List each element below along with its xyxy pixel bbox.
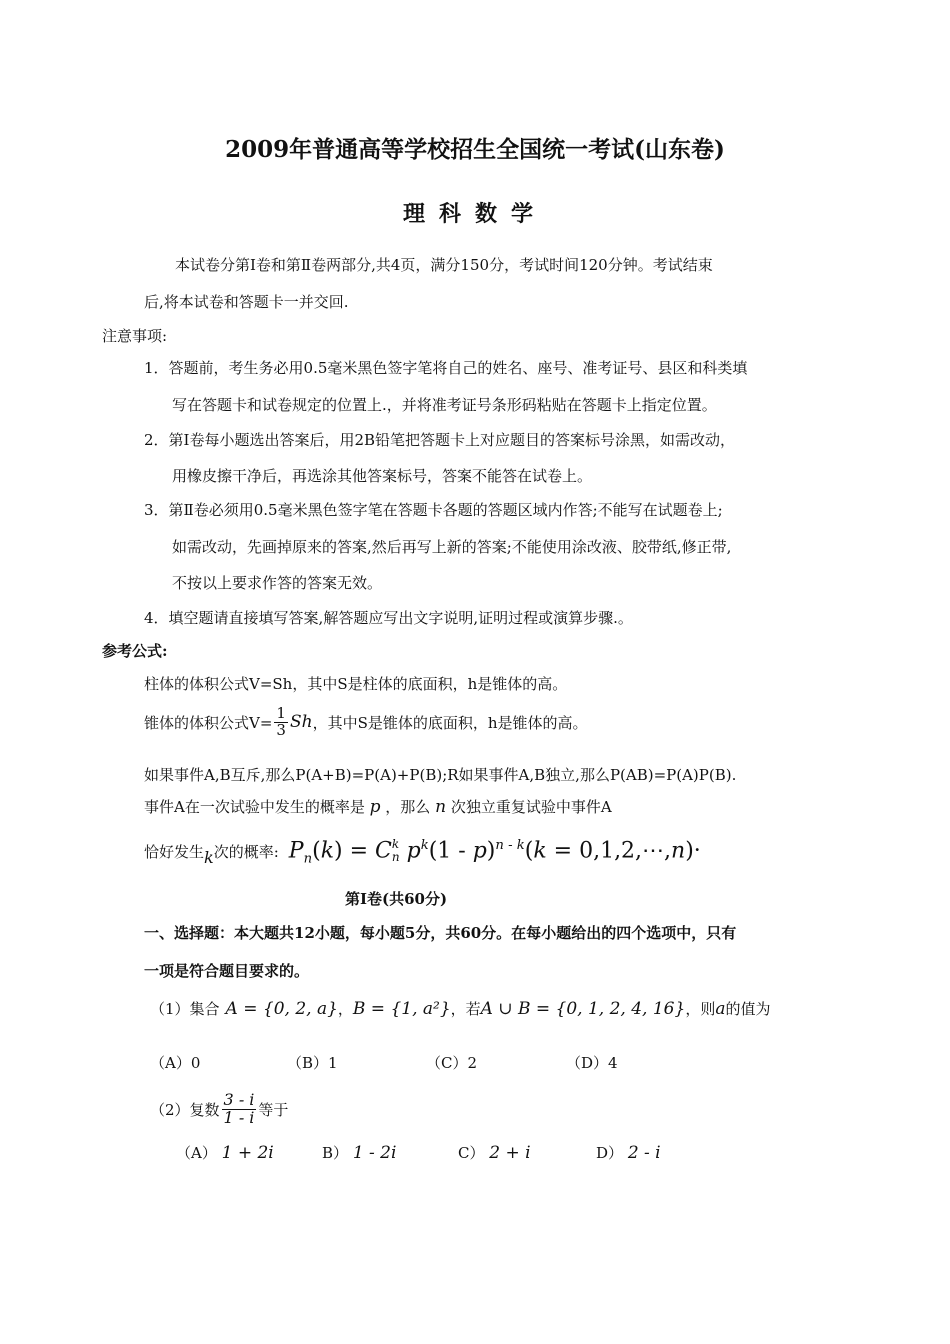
page-title: 2009年普通高等学校招生全国统一考试(山东卷) <box>225 136 725 163</box>
formula-cone <box>144 706 588 739</box>
binom-text-c: 次独立重复试验中事件A <box>450 798 612 816</box>
note-1-line-1: 1．答题前，考生务必用0.5毫米黑色签字笔将自己的姓名、座号、准考证号、县区和科类填 <box>144 359 748 377</box>
q1-option-c[interactable]: （C）2 <box>426 1054 478 1072</box>
section-instructions-2: 一项是符合题目要求的。 <box>144 962 310 980</box>
q1-option-b[interactable]: （B）1 <box>287 1054 338 1072</box>
q2-option-d-label: D） <box>596 1144 624 1162</box>
intro-line-2: 后,将本试卷和答题卡一并交回. <box>144 293 349 311</box>
binomial-formula: $P_n(k) = C$ k n $p^k(1 - p)^{n - k}(k$ = 0,1,2,⋯,n)· <box>288 837 701 867</box>
note-1-line-2: 写在答题卡和试卷规定的位置上.，并将准考证号条形码粘贴在答题卡上指定位置。 <box>172 396 717 414</box>
binom2-text-b: 次的概率: <box>213 843 279 862</box>
q2-option-a-expr: 1 + 2i <box>221 1143 274 1163</box>
section-title: 第Ⅰ卷(共60分) <box>345 890 448 908</box>
question-2 <box>150 1092 288 1127</box>
note-2-line-1: 2．第Ⅰ卷每小题选出答案后，用2B铅笔把答题卡上对应题目的答案标号涂黑，如需改动， <box>144 431 736 449</box>
formula-cone-variable: Sh <box>289 712 313 733</box>
q1-option-d[interactable]: （D）4 <box>566 1054 618 1072</box>
binom-var-n: n <box>435 797 447 817</box>
binom-var-p: p <box>369 797 381 817</box>
q2-denominator: 1 - i <box>223 1107 255 1127</box>
q2-option-a-label: （A） <box>176 1144 217 1162</box>
q2-numerator: 3 - i <box>223 1090 255 1109</box>
q1-set-b: B = {1, a²} <box>352 998 451 1019</box>
q2-fraction <box>222 1092 257 1127</box>
page-subtitle: 理科数学 <box>402 201 547 227</box>
q2-option-c-expr: 2 + i <box>489 1143 531 1163</box>
intro-line-1: 本试卷分第Ⅰ卷和第Ⅱ卷两部分,共4页，满分150分，考试时间120分钟。考试结束 <box>175 256 713 274</box>
note-2-line-2: 用橡皮擦干净后，再选涂其他答案标号，答案不能答在试卷上。 <box>172 467 593 485</box>
formulas-heading: 参考公式: <box>102 642 168 660</box>
q2-option-d-expr: 2 - i <box>627 1143 661 1163</box>
note-3-line-3: 不按以上要求作答的答案无效。 <box>172 574 383 592</box>
formula-cone-denominator: 3 <box>276 720 286 739</box>
note-3-line-2: 如需改动，先画掉原来的答案,然后再写上新的答案;不能使用涂改液、胶带纸,修正带, <box>172 538 732 556</box>
q2-suffix: 等于 <box>258 1100 289 1119</box>
formula-cone-prefix: 锥体的体积公式V= <box>144 713 273 732</box>
binom2-var-k: k <box>204 848 214 868</box>
formula-cone-suffix: ，其中S是锥体的底面积，h是锥体的高。 <box>312 713 588 732</box>
binom-text-b: ，那么 <box>385 798 431 816</box>
q1-option-a[interactable]: （A）0 <box>150 1054 201 1072</box>
q1-var-a: a <box>715 998 726 1019</box>
q1-sep-3: ，则 <box>685 1000 716 1018</box>
q1-suffix: 的值为 <box>725 1000 771 1018</box>
note-4-line-1: 4．填空题请直接填写答案,解答题应写出文字说明,证明过程或演算步骤.。 <box>144 609 633 627</box>
formula-prism: 柱体的体积公式V=Sh，其中S是柱体的底面积，h是锥体的高。 <box>144 675 568 693</box>
q2-option-d[interactable] <box>596 1142 661 1163</box>
formula-binomial-line-2 <box>144 838 701 867</box>
q1-sep-2: ，若 <box>450 1000 481 1018</box>
formula-events: 如果事件A,B互斥,那么P(A+B)=P(A)+P(B);R如果事件A,B独立,那么P(AB)=P(A)P(B). <box>144 766 737 784</box>
q1-union: A ∪ B = {0, 1, 2, 4, 16} <box>480 998 686 1019</box>
q2-option-a[interactable] <box>176 1142 274 1163</box>
q2-number: （2）复数 <box>150 1100 220 1119</box>
q1-sep-1: ， <box>337 1000 353 1018</box>
question-1 <box>150 998 770 1019</box>
q2-option-c[interactable] <box>458 1142 531 1163</box>
section-instructions-1: 一、选择题：本大题共12小题，每小题5分，共60分。在每小题给出的四个选项中，只有 <box>144 924 737 942</box>
binom-text-a: 事件A在一次试验中发生的概率是 <box>144 798 365 816</box>
binom2-text-a: 恰好发生 <box>144 843 205 862</box>
formula-cone-numerator: 1 <box>276 704 286 722</box>
q2-option-b-expr: 1 - 2i <box>352 1143 397 1163</box>
q1-set-a: A = {0, 2, a} <box>225 998 338 1019</box>
formula-cone-fraction <box>274 706 288 739</box>
q1-number: （1）集合 <box>150 1000 220 1018</box>
notes-heading: 注意事项: <box>102 327 168 345</box>
q2-option-b[interactable] <box>322 1142 396 1163</box>
note-3-line-1: 3．第Ⅱ卷必须用0.5毫米黑色签字笔在答题卡各题的答题区域内作答;不能写在试题卷上; <box>144 501 723 519</box>
q2-option-c-label: C） <box>458 1144 485 1162</box>
formula-binomial-line-1 <box>144 796 612 817</box>
q2-option-b-label: B） <box>322 1144 349 1162</box>
